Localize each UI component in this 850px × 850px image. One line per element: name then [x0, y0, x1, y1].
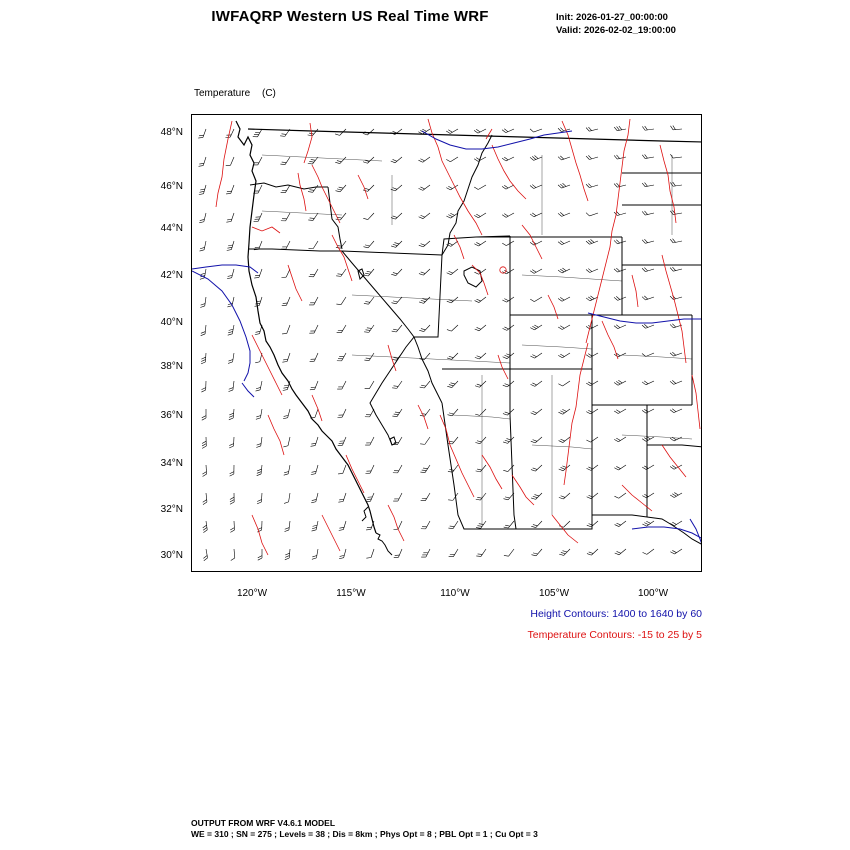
map-panel[interactable]	[191, 114, 702, 572]
lon-tick-100W: 100°W	[637, 588, 669, 599]
page-title: IWFAQRP Western US Real Time WRF	[211, 8, 489, 25]
init-time-label: Init: 2026-01-27_00:00:00	[556, 12, 668, 23]
lat-tick-34N: 34°N	[160, 458, 183, 469]
units-row-temperature	[194, 88, 281, 101]
lat-tick-32N: 32°N	[160, 504, 183, 515]
legend-height-contours: Height Contours: 1400 to 1640 by 60	[530, 608, 702, 620]
state-boundaries-layer	[236, 121, 702, 555]
lon-tick-110W: 110°W	[440, 588, 470, 599]
lat-tick-46N: 46°N	[160, 181, 183, 192]
valid-time-label: Valid: 2026-02-02_19:00:00	[556, 25, 676, 36]
map-canvas[interactable]	[192, 115, 702, 572]
units-unit-temperature: (C)	[262, 88, 276, 99]
lat-tick-38N: 38°N	[160, 361, 183, 372]
footer-line-config: WE = 310 ; SN = 275 ; Levels = 38 ; Dis = 8km ; Phys Opt = 8 ; PBL Opt = 1 ; Cu Opt = 3	[191, 829, 538, 839]
lon-tick-105W: 105°W	[538, 588, 570, 599]
lat-tick-48N: 48°N	[160, 127, 183, 138]
temperature-contours-layer	[216, 119, 700, 555]
footer-line-model: OUTPUT FROM WRF V4.6.1 MODEL	[191, 818, 336, 828]
units-field-temperature: Temperature	[194, 88, 251, 99]
model-time-block	[556, 11, 676, 37]
height-contours-layer	[192, 131, 702, 547]
lon-tick-115W: 115°W	[336, 588, 366, 599]
lat-tick-42N: 42°N	[160, 270, 183, 281]
model-output-footer	[191, 818, 538, 840]
lat-tick-40N: 40°N	[160, 317, 183, 328]
legend-temperature-contours: Temperature Contours: -15 to 25 by 5	[527, 629, 702, 641]
lat-tick-36N: 36°N	[160, 410, 183, 421]
lat-tick-30N: 30°N	[160, 550, 183, 561]
lat-tick-44N: 44°N	[160, 223, 183, 234]
wind-barb-field	[198, 125, 682, 561]
lon-tick-120W: 120°W	[236, 588, 268, 599]
